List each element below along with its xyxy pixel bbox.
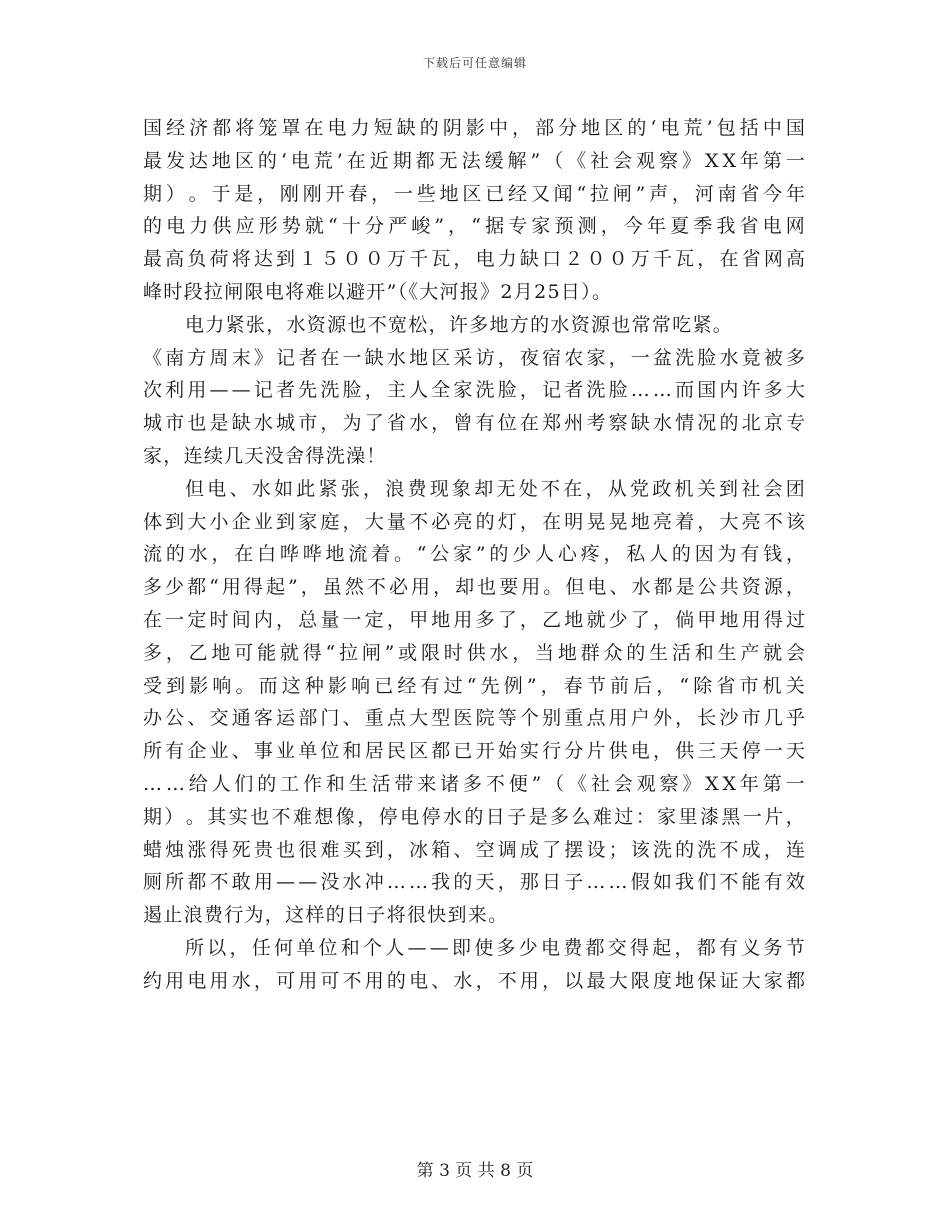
text-line: 次 利 用 — — 记 者 先 洗 脸 ， 主 人 全 家 洗 脸 ， 记 者 洗 脸 … … 而 国 内 许 多 大 <box>143 379 805 402</box>
paragraph <box>143 473 805 932</box>
text-line: 流 的 水 ， 在 白 哗 哗 地 流 着 。 “ 公 家 ” 的 少 人 心 疼 ， 私 人 的 因 为 有 钱 ， <box>143 543 805 566</box>
text-line: 体 到 大 小 企 业 到 家 庭 ， 大 量 不 必 亮 的 灯 ， 在 明 晃 晃 地 亮 着 ， 大 亮 不 该 <box>143 510 805 533</box>
text-line: 多 少 都 “ 用 得 起 ” ， 虽 然 不 必 用 ， 却 也 要 用 。 但 电 、 水 都 是 公 共 资 源 ， <box>143 576 805 599</box>
paragraph <box>143 309 805 473</box>
document-body <box>143 112 805 998</box>
text-line: 期 ） 。 其 实 也 不 难 想 像 ， 停 电 停 水 的 日 子 是 多 么 难 过 ： 家 里 漆 黑 一 片 ， <box>143 805 805 828</box>
paragraph <box>143 932 805 998</box>
text-line: 多 ， 乙 地 可 能 就 得 “ 拉 闸 ” 或 限 时 供 水 ， 当 地 群 众 的 生 活 和 生 产 就 会 <box>143 641 805 664</box>
text-line: 电力紧张，水资源也不宽松，许多地方的水资源也常常吃紧。 <box>185 313 734 336</box>
text-line: … … 给 人 们 的 工 作 和 生 活 带 来 诸 多 不 便 ” （ 《 社 会 观 察 》 X X 年 第 一 <box>143 772 805 795</box>
paragraph <box>143 112 805 309</box>
text-line: 城 市 也 是 缺 水 城 市 ， 为 了 省 水 ， 曾 有 位 在 郑 州 考 察 缺 水 情 况 的 北 京 专 <box>143 412 805 435</box>
text-line: 遏止浪费行为，这样的日子将很快到来。 <box>143 904 509 927</box>
text-line: 国 经 济 都 将 笼 罩 在 电 力 短 缺 的 阴 影 中 ， 部 分 地 区 的 ‘ 电 荒 ’ 包 括 中 国 <box>143 117 805 139</box>
text-line: 所 以 ， 任 何 单 位 和 个 人 — — 即 使 多 少 电 费 都 交 得 起 ， 都 有 义 务 节 <box>185 936 805 959</box>
text-line: 峰时段拉闸限电将难以避开”（《大河报》2月25日）。 <box>143 280 613 303</box>
text-line: 所 有 企 业 、 事 业 单 位 和 居 民 区 都 已 开 始 实 行 分 片 供 电 ， 供 三 天 停 一 天 <box>143 740 805 763</box>
text-line: 的 电 力 供 应 形 势 就 “ 十 分 严 峻 ” ， “ 据 专 家 预 测 ， 今 年 夏 季 我 省 电 网 <box>143 215 805 238</box>
header-note: 下载后可任意编辑 <box>422 56 527 70</box>
page-number: 第 3 页 共 8 页 <box>416 1161 534 1181</box>
text-line: 最 高 负 荷 将 达 到 １ ５ ０ ０ 万 千 瓦 ， 电 力 缺 口 ２ ０ ０ 万 千 瓦 ， 在 省 网 高 <box>143 248 805 271</box>
text-line: 但 电 、 水 如 此 紧 张 ， 浪 费 现 象 却 无 处 不 在 ， 从 党 政 机 关 到 社 会 团 <box>185 477 805 500</box>
text-line: 厕 所 都 不 敢 用 — — 没 水 冲 … … 我 的 天 ， 那 日 子 … … 假 如 我 们 不 能 有 效 <box>143 871 805 894</box>
text-line: 在 一 定 时 间 内 ， 总 量 一 定 ， 甲 地 用 多 了 ， 乙 地 就 少 了 ， 倘 甲 地 用 得 过 <box>143 608 805 631</box>
text-line: 办 公 、 交 通 客 运 部 门 、 重 点 大 型 医 院 等 个 别 重 点 用 户 外 ， 长 沙 市 几 乎 <box>143 707 805 730</box>
text-line: 受 到 影 响 。 而 这 种 影 响 已 经 有 过 “ 先 例 ” ， 春 节 前 后 ， “ 除 省 市 机 关 <box>143 674 805 697</box>
text-line: 最 发 达 地 区 的 ‘ 电 荒 ’ 在 近 期 都 无 法 缓 解 ” （ 《 社 会 观 察 》 X X 年 第 一 <box>143 149 805 172</box>
text-line: 《 南 方 周 末 》 记 者 在 一 缺 水 地 区 采 访 ， 夜 宿 农 家 ， 一 盆 洗 脸 水 竟 被 多 <box>143 346 805 369</box>
text-line: 蜡 烛 涨 得 死 贵 也 很 难 买 到 ， 冰 箱 、 空 调 成 了 摆 设 ； 该 洗 的 洗 不 成 ， 连 <box>143 838 805 861</box>
text-line: 家，连续几天没舍得洗澡！ <box>143 444 387 467</box>
text-line: 约 用 电 用 水 ， 可 用 可 不 用 的 电 、 水 ， 不 用 ， 以 最 大 限 度 地 保 证 大 家 都 <box>143 969 805 992</box>
text-line: 期 ） 。 于 是 ， 刚 刚 开 春 ， 一 些 地 区 已 经 又 闻 “ 拉 闸 ” 声 ， 河 南 省 今 年 <box>143 182 805 205</box>
